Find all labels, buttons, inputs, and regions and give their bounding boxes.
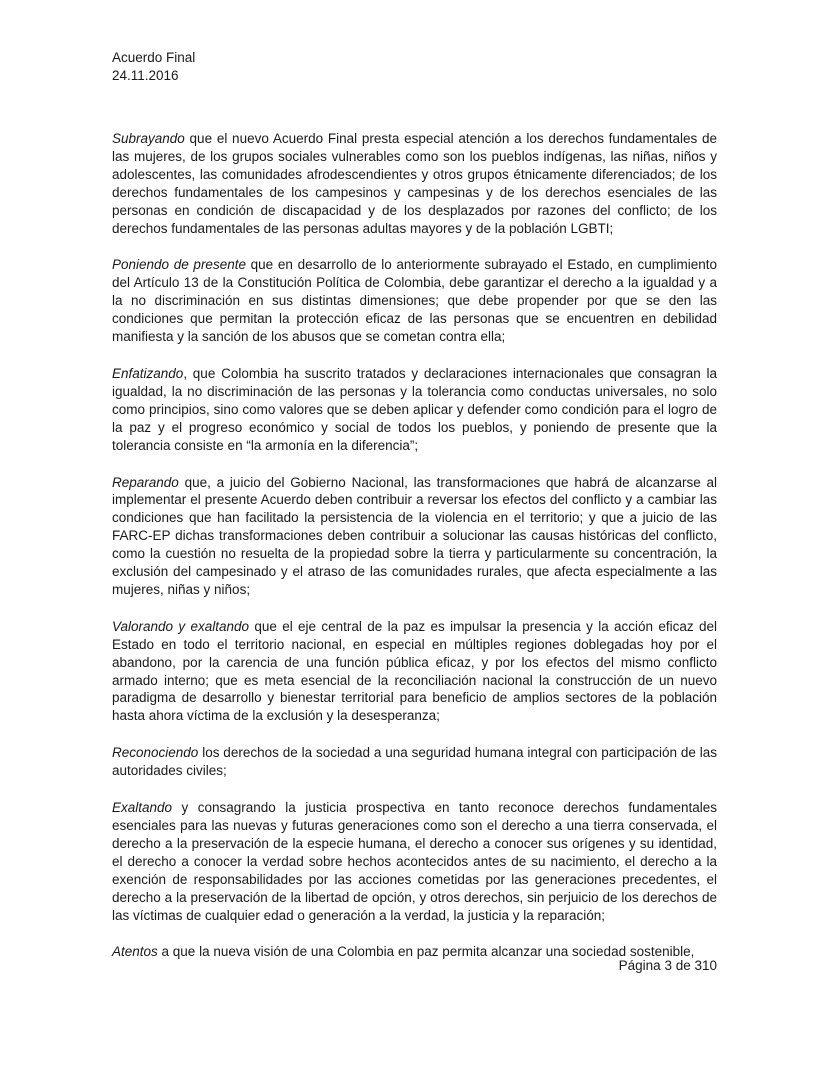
document-date: 24.11.2016: [112, 68, 179, 83]
paragraph-text: que en desarrollo de lo anteriormente subrayado el Estado, en cumplimiento del Artículo 13 de la Constitución Política de Colombia, debe garantizar el derecho a la igualdad y a la no discriminación en sus distintas dimensiones; que debe propender por que se den las condiciones que permitan la protección eficaz de las personas que se encuentren en debilidad manifiesta y la sanción de los abusos que se cometan contra ella;: [112, 257, 718, 345]
paragraph-exaltando: [112, 799, 717, 924]
paragraph-text: a que la nueva visión de una Colombia en paz permita alcanzar una sociedad sostenible,: [157, 944, 695, 960]
document-title: Acuerdo Final: [112, 50, 196, 65]
paragraph-text: los derechos de la sociedad a una seguridad humana integral con participación de las autoridades civiles;: [112, 745, 717, 779]
paragraph-reconociendo: [112, 744, 717, 780]
paragraph-subrayando: [112, 130, 717, 237]
document-header: [112, 49, 195, 85]
paragraph-lead: Poniendo de presente: [112, 257, 246, 273]
paragraph-lead: Subrayando: [112, 131, 185, 146]
paragraph-lead: Enfatizando: [112, 365, 184, 381]
paragraph-lead: Valorando y exaltando: [112, 618, 250, 634]
paragraph-reparando: [112, 474, 717, 599]
paragraph-lead: Atentos: [112, 944, 158, 960]
paragraph-text: que el eje central de la paz es impulsar la presencia y la acción eficaz del Estado en todo el territorio nacional, en especial en múltiples regiones doblegadas hoy por el abandono, por la carencia de una función pública eficaz, y por los efectos del mismo conflicto armado interno; que es meta esencial de la reconciliación nacional la construcción de un nuevo paradigma de desarrollo y bienestar territorial para beneficio de amplios sectores de la población hasta ahora víctima de la exclusión y la desesperanza;: [112, 618, 717, 724]
paragraph-lead: Reparando: [112, 474, 179, 490]
paragraph-lead: Exaltando: [112, 800, 173, 816]
paragraph-text: , que Colombia ha suscrito tratados y declaraciones internacionales que consagran la igualdad, la no discriminación de las personas y la tolerancia como conductas universales, no solo como principios, sino como valores que se deben aplicar y defender como condición para el logro de la paz y el progreso económico y social de todos los pueblos, y poniendo de presente que la tolerancia consiste en “la armonía en la diferencia”;: [112, 365, 717, 453]
paragraph-valorando-y-exaltando: [112, 618, 717, 725]
paragraph-text: que, a juicio del Gobierno Nacional, las transformaciones que habrá de alcanzarse al implementar el presente Acuerdo deben contribuir a reversar los efectos del conflicto y a cambiar las condiciones que han facilitado la persistencia de la violencia en el territorio; y que a juicio de las FARC-EP dichas transformaciones deben contribuir a solucionar las causas históricas del conflicto, como la cuestión no resuelta de la propiedad sobre la tierra y particularmente su concentración, la exclusión del campesinado y el atraso de las comunidades rurales, que afecta especialmente a las mujeres, niñas y niños;: [112, 474, 717, 597]
paragraph-lead: Reconociendo: [112, 745, 199, 761]
paragraph-poniendo-de-presente: [112, 256, 717, 346]
paragraph-text: y consagrando la justicia prospectiva en tanto reconoce derechos fundamentales esenciales para las nuevas y futuras generaciones como son el derecho a una tierra conservada, el derecho a la preservación de la especie humana, el derecho a conocer sus orígenes y su identidad, el derecho a conocer la verdad sobre hechos acontecidos antes de su nacimiento, el derecho a la exención de responsabilidades por las acciones cometidas por las generaciones precedentes, el derecho a la preservación de la libertad de opción, y otros derechos, sin perjuicio de los derechos de las víctimas de cualquier edad o generación a la verdad, la justicia y la reparación;: [112, 800, 717, 923]
page-number: Página 3 de 310: [618, 958, 717, 973]
paragraph-enfatizando: [112, 365, 717, 455]
paragraph-text: que el nuevo Acuerdo Final presta especial atención a los derechos fundamentales de las mujeres, de los grupos sociales vulnerables como son los pueblos indígenas, las niñas, niños y adolescentes, las comunidades afrodescendientes y otros grupos étnicamente diferenciados; de los derechos fundamentales de los campesinos y campesinas y de los derechos esenciales de las personas en condición de discapacidad y de los desplazados por razones del conflicto; de los derechos fundamentales de las personas adultas mayores y de la población LGBTI;: [112, 131, 717, 236]
document-body: [112, 130, 717, 980]
